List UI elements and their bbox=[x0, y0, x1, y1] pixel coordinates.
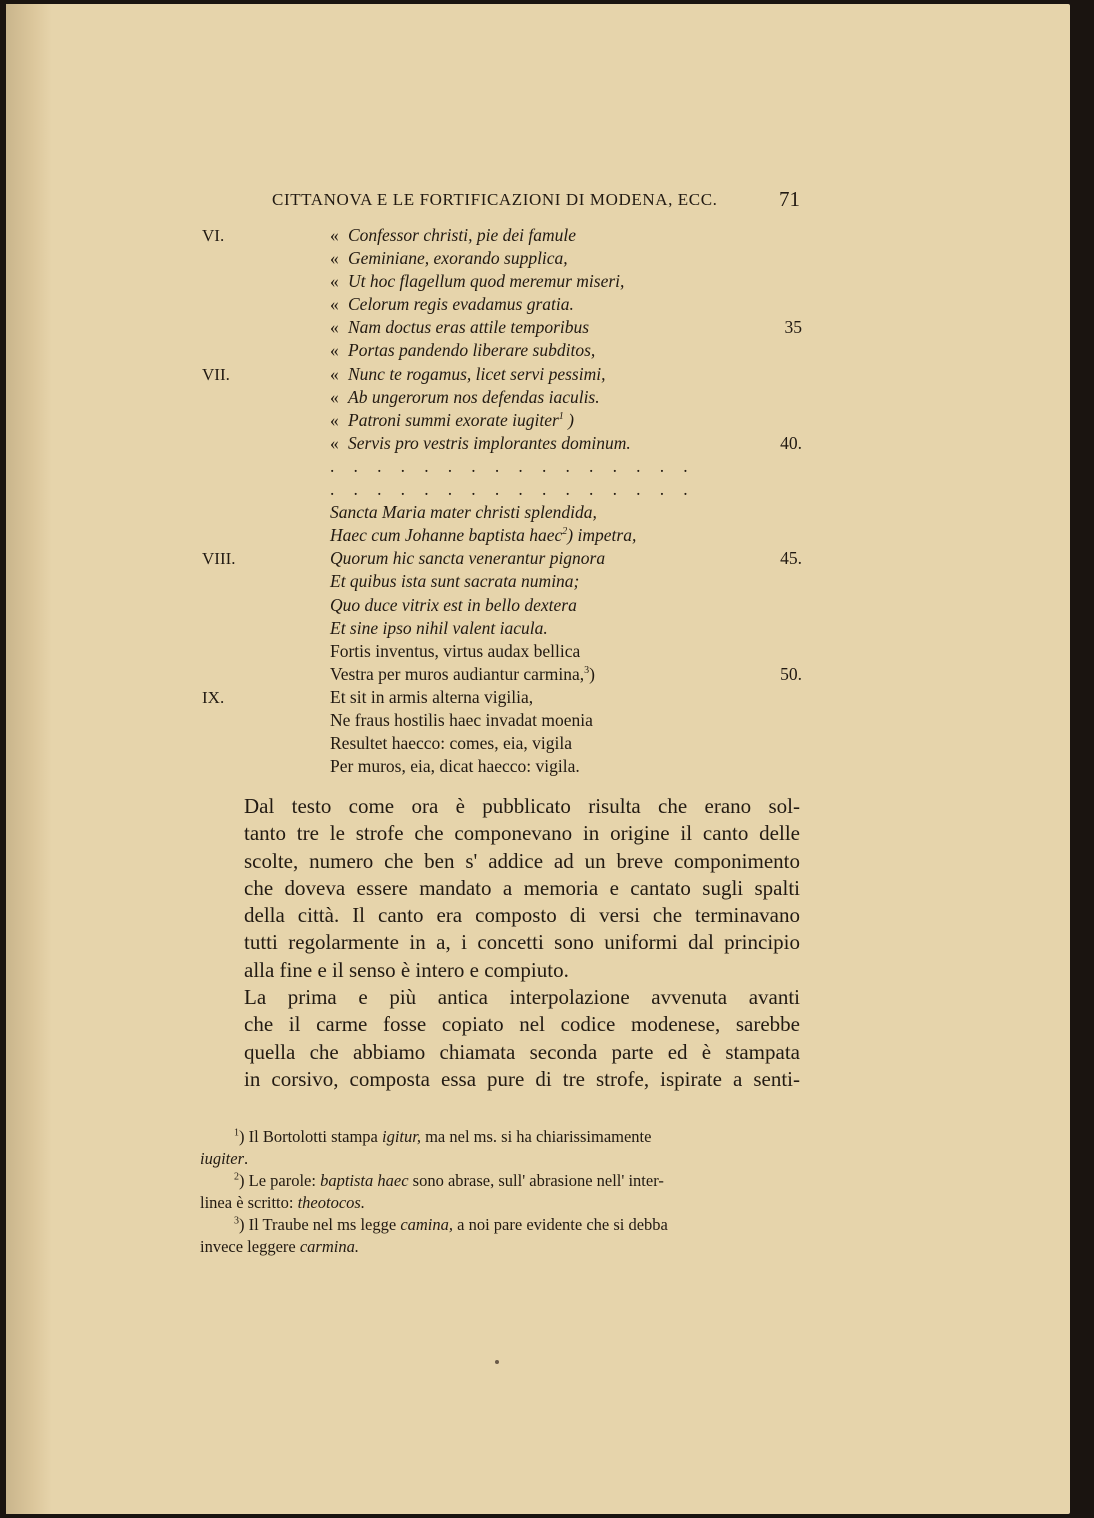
text-line: tutti regolarmente in a, i concetti sono uniformi dal principio bbox=[244, 930, 800, 955]
verse-text: « Nam doctus eras attile temporibus bbox=[330, 317, 590, 338]
text-line: quella che abbiamo chiamata seconda parte ed è stampata bbox=[244, 1039, 800, 1064]
text-line: in corsivo, composta essa pure di tre strofe, ispirate a senti- bbox=[244, 1066, 800, 1091]
text-line: che il carme fosse copiato nel codice modenese, sarebbe bbox=[244, 1012, 800, 1037]
footnote-line: linea è scritto: theotocos. bbox=[200, 1193, 365, 1212]
poem-verses bbox=[202, 224, 802, 778]
verse-line bbox=[202, 409, 802, 432]
verse-tail: ) bbox=[589, 663, 595, 684]
verse-line bbox=[202, 363, 802, 386]
footnote-line: invece leggere carmina. bbox=[200, 1237, 359, 1256]
verse-line bbox=[202, 247, 802, 270]
verse-text: Et sit in armis alterna vigilia, bbox=[330, 686, 534, 707]
verse-line bbox=[202, 293, 802, 316]
verse-line bbox=[202, 524, 802, 547]
verse-line bbox=[202, 501, 802, 524]
line-number: 35 bbox=[784, 317, 802, 338]
footnote-line: $^2$) Le parole: baptista haec sono abrase, sull' abrasione nell' inter- bbox=[234, 1171, 664, 1190]
strophe-number: VII. bbox=[202, 364, 230, 384]
verse-tail: ) impetra, bbox=[567, 525, 637, 546]
ink-speck bbox=[495, 1360, 499, 1364]
verse-line bbox=[202, 386, 802, 409]
verse-text: « Confessor christi, pie dei famule bbox=[330, 225, 576, 245]
footnotes bbox=[200, 1126, 800, 1258]
quote-mark: « bbox=[330, 363, 339, 384]
text-line: alla fine e il senso è intero e compiuto. bbox=[244, 957, 569, 982]
verse-text: Sancta Maria mater christi splendida, bbox=[330, 502, 597, 523]
text-line: Dal testo come ora è pubblicato risulta che erano sol- bbox=[244, 794, 800, 818]
verse-text: Et quibus ista sunt sacrata numina; bbox=[330, 571, 580, 592]
paragraph-1 bbox=[200, 793, 800, 984]
text-line: che doveva essere mandato a memoria e cantato sugli spalti bbox=[244, 875, 800, 900]
quote-mark: « bbox=[330, 317, 339, 338]
paragraph-2 bbox=[200, 984, 800, 1093]
verse-text: « Geminiane, exorando supplica, bbox=[330, 248, 568, 269]
footnote-line: $^3$) Il Traube nel ms legge camina, a noi pare evidente che si debba bbox=[234, 1215, 668, 1234]
verse-line bbox=[202, 755, 802, 778]
verse-text: Ne fraus hostilis haec invadat moenia bbox=[330, 709, 593, 730]
verse-line bbox=[202, 617, 802, 640]
verse-line bbox=[202, 709, 802, 732]
quote-mark: « bbox=[330, 340, 339, 361]
footnote-italic: carmina. bbox=[299, 1237, 359, 1256]
verse-line bbox=[202, 594, 802, 617]
verse-line bbox=[202, 640, 802, 663]
page-number: 71 bbox=[779, 187, 800, 211]
verse-text: Fortis inventus, virtus audax bellica bbox=[330, 640, 581, 661]
quote-mark: « bbox=[330, 409, 339, 430]
line-number: 50. bbox=[780, 663, 802, 684]
verse-text: « Ut hoc flagellum quod meremur miseri, bbox=[330, 271, 625, 292]
footnote-ref: 3 bbox=[584, 664, 590, 676]
verse-line bbox=[202, 455, 802, 478]
quote-mark: « bbox=[330, 432, 339, 453]
running-title: CITTANOVA E LE FORTIFICAZIONI DI MODENA, ECC. bbox=[272, 190, 718, 209]
footnote-line: $^1$) Il Bortolotti stampa igitur, ma nel ms. si ha chiarissimamente bbox=[234, 1127, 652, 1146]
footnote-italic: camina, bbox=[400, 1215, 454, 1234]
footnote-italic: theotocos. bbox=[297, 1193, 365, 1212]
verse-text: Vestra per muros audiantur carmina,$^3$) bbox=[330, 663, 595, 684]
line-number: 45. bbox=[780, 548, 802, 569]
footnote-italic: iugiter bbox=[200, 1149, 244, 1168]
verse-text: Resultet haecco: comes, eia, vigila bbox=[330, 733, 572, 754]
verse-line bbox=[202, 570, 802, 593]
verse-text: Quo duce vitrix est in bello dextera bbox=[330, 594, 577, 615]
verse-line bbox=[202, 270, 802, 293]
verse-text: . . . . . . . . . . . . . . . . bbox=[330, 455, 696, 476]
page-spine-shadow bbox=[6, 4, 52, 1514]
line-number: 40. bbox=[780, 432, 802, 453]
strophe-number: VI. bbox=[202, 226, 225, 245]
verse-line bbox=[202, 732, 802, 755]
footnote-italic: igitur, bbox=[381, 1127, 421, 1146]
strophe-number: VIII. bbox=[202, 549, 236, 569]
running-header bbox=[272, 187, 800, 216]
verse-line bbox=[202, 686, 802, 709]
verse-text: « Nunc te rogamus, licet servi pessimi, bbox=[330, 363, 606, 384]
quote-mark: « bbox=[330, 248, 339, 269]
quote-mark: « bbox=[330, 294, 339, 315]
verse-line bbox=[202, 432, 802, 455]
footnote-ref: 2 bbox=[562, 526, 568, 538]
strophe-number: IX. bbox=[202, 687, 225, 707]
footnote-ref: 1 bbox=[558, 410, 564, 422]
verse-text: « Ab ungerorum nos defendas iaculis. bbox=[330, 386, 600, 407]
text-line: scolte, numero che ben s' addice ad un breve componimento bbox=[244, 848, 800, 873]
footnote-italic: baptista haec bbox=[320, 1171, 409, 1190]
verse-text: . . . . . . . . . . . . . . . . bbox=[330, 479, 696, 500]
quote-mark: « bbox=[330, 225, 339, 245]
verse-line bbox=[202, 663, 802, 686]
verse-line bbox=[202, 478, 802, 501]
quote-mark: « bbox=[330, 271, 339, 292]
verse-line bbox=[202, 339, 802, 362]
verse-tail: ) bbox=[563, 409, 574, 430]
footnote-mark: 1 bbox=[234, 1127, 239, 1139]
text-line: tanto tre le strofe che componevano in origine il canto delle bbox=[244, 821, 800, 846]
footnote-mark: 3 bbox=[234, 1215, 239, 1227]
verse-text: « Celorum regis evadamus gratia. bbox=[330, 294, 574, 315]
footnote-mark: 2 bbox=[234, 1171, 239, 1183]
text-line: della città. Il canto era composto di versi che terminavano bbox=[244, 903, 800, 928]
verse-text: Haec cum Johanne baptista haec$^2$) impetra, bbox=[330, 525, 637, 546]
verse-text: Et sine ipso nihil valent iacula. bbox=[330, 617, 548, 638]
verse-text: « Patroni summi exorate iugiter$^1$ ) bbox=[330, 409, 574, 430]
verse-text: Per muros, eia, dicat haecco: vigila. bbox=[330, 756, 580, 777]
verse-text: « Portas pandendo liberare subditos, bbox=[330, 340, 596, 361]
verse-line bbox=[202, 224, 802, 247]
quote-mark: « bbox=[330, 386, 339, 407]
text-line: La prima e più antica interpolazione avvenuta avanti bbox=[244, 985, 800, 1010]
body-text bbox=[200, 793, 800, 1093]
verse-line bbox=[202, 547, 802, 570]
verse-text: « Servis pro vestris implorantes dominum. bbox=[330, 432, 631, 453]
verse-text: Quorum hic sancta venerantur pignora bbox=[330, 548, 606, 569]
verse-line bbox=[202, 316, 802, 339]
footnote-line: iugiter. bbox=[200, 1149, 249, 1168]
